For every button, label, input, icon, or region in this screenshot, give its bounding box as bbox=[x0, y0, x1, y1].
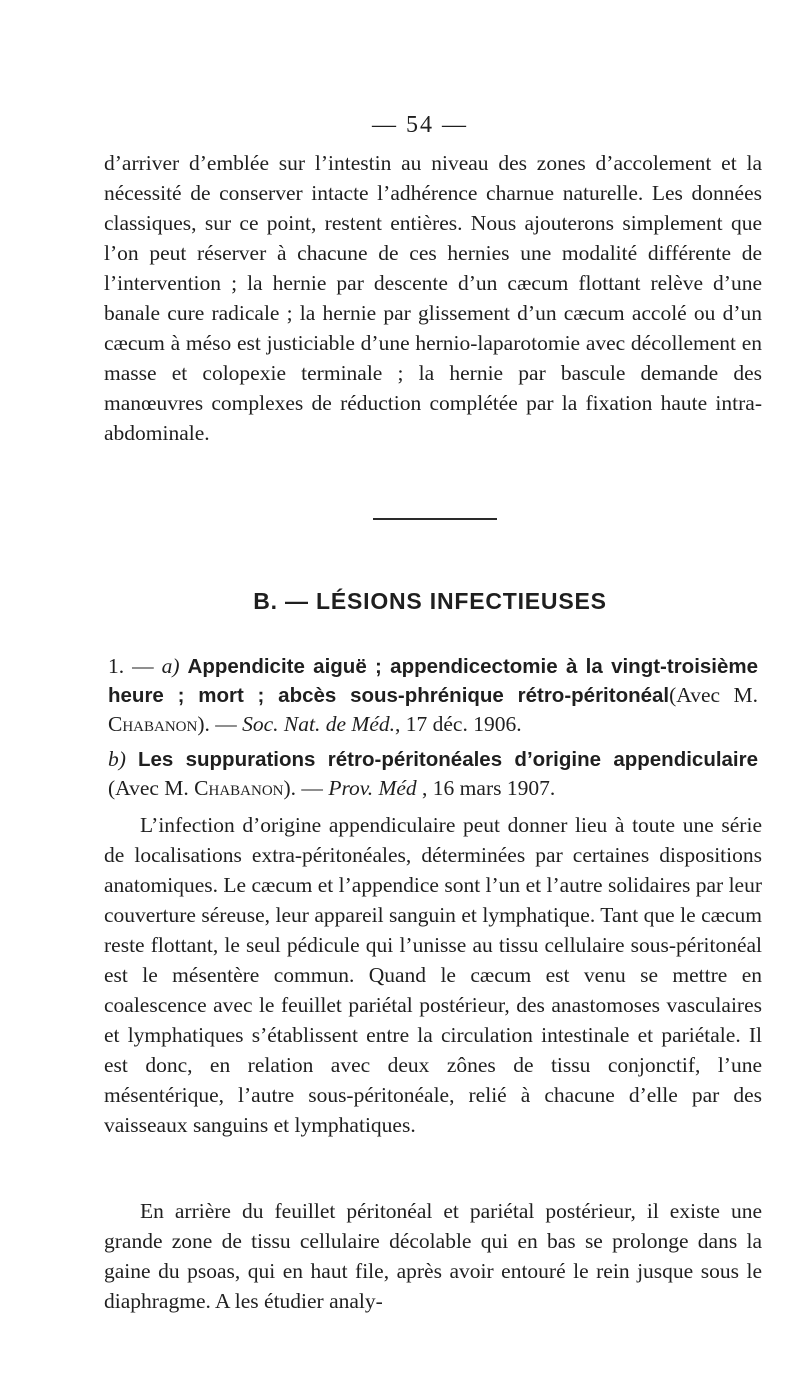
bibliography-entry-b bbox=[108, 745, 758, 803]
entry-coauthor-name: Chabanon bbox=[108, 712, 198, 736]
bibliography-entry-a bbox=[108, 652, 758, 739]
paragraph-text: d’arriver d’emblée sur l’intestin au niveau des zones d’accolement et la nécessité de conserver intacte l’adhérence charnue naturelle. Les données classiques, sur ce point, restent entières. Nous ajouterons simplement que l’on peut réserver à chacune de ces hernies une modalité différente de l’intervention ; la hernie par descente d’un cæcum flottant relève d’une banale cure radicale ; la hernie par glissement d’un cæcum accolé ou d’un cæcum à méso est justiciable d’une hernio-laparotomie avec décollement en masse et colopexie terminale ; la hernie par bascule demande des manœuvres complexes de réduction complétée par la fixation haute intra-abdominale. bbox=[104, 151, 762, 445]
entry-date: , 16 mars 1907. bbox=[416, 776, 556, 800]
entry-letter: b) bbox=[108, 747, 126, 771]
entry-title: Les suppurations rétro-péritonéales d’origine appendiculaire bbox=[137, 748, 759, 771]
entry-journal: Prov. Méd bbox=[328, 776, 417, 800]
entry-journal: Soc. Nat. de Méd. bbox=[242, 712, 395, 736]
section-heading: B. — LÉSIONS INFECTIEUSES bbox=[253, 588, 607, 614]
entry-coauthor-name: Chabanon bbox=[194, 776, 284, 800]
entry-number: 1. bbox=[108, 654, 125, 678]
paragraph-infection-origin bbox=[104, 810, 762, 1140]
page-number: — 54 — bbox=[372, 112, 468, 138]
entry-coauthor-open: (Avec M. bbox=[108, 776, 195, 800]
entry-coauthor-close: ). — bbox=[283, 776, 329, 800]
entry-title: Appendicite aiguë ; appendicectomie à la vingt-troisième heure ; mort ; abcès sous-phrénique rétro-péritonéal bbox=[108, 655, 759, 707]
section-divider bbox=[373, 518, 497, 520]
paragraph-text: En arrière du feuillet péritonéal et pariétal postérieur, il existe une grande zone de tissu cellulaire décolable qui en bas se prolonge dans la gaine du psoas, qui en haut file, après avoir entouré le rein jusque sous le diaphragme. A les étudier analy- bbox=[104, 1199, 762, 1313]
entry-coauthor-close: ). — bbox=[197, 712, 243, 736]
entry-letter: a) bbox=[161, 654, 180, 678]
entry-coauthor-open: (Avec M. bbox=[669, 683, 759, 707]
entry-date: , 17 déc. 1906. bbox=[395, 712, 522, 736]
entry-dash: — bbox=[132, 654, 154, 678]
paragraph-hernia-conclusion bbox=[104, 148, 762, 448]
paragraph-text: L’infection d’origine appendiculaire peut donner lieu à toute une série de localisations extra-péritonéales, déterminées par certaines dispositions anatomiques. Le cæcum et l’appendice sont l’un et l’autre solidaires par leur couverture séreuse, leur appareil sanguin et lymphatique. Tant que le cæcum reste flottant, le seul pédicule qui l’unisse au tissu cellulaire sous-péritonéal est le mésentère commun. Quand le cæcum est venu se mettre en coalescence avec le feuillet pariétal postérieur, des anastomoses vasculaires et lymphatiques s’établissent entre la circulation intestinale et pariétale. Il est donc, en relation avec deux zônes de tissu conjonctif, l’une mésentérique, l’autre sous-péritonéale, relié à chacune d’elle par des vaisseaux sanguins et lymphatiques. bbox=[104, 813, 762, 1137]
paragraph-retroperitoneal-zone bbox=[104, 1196, 762, 1316]
